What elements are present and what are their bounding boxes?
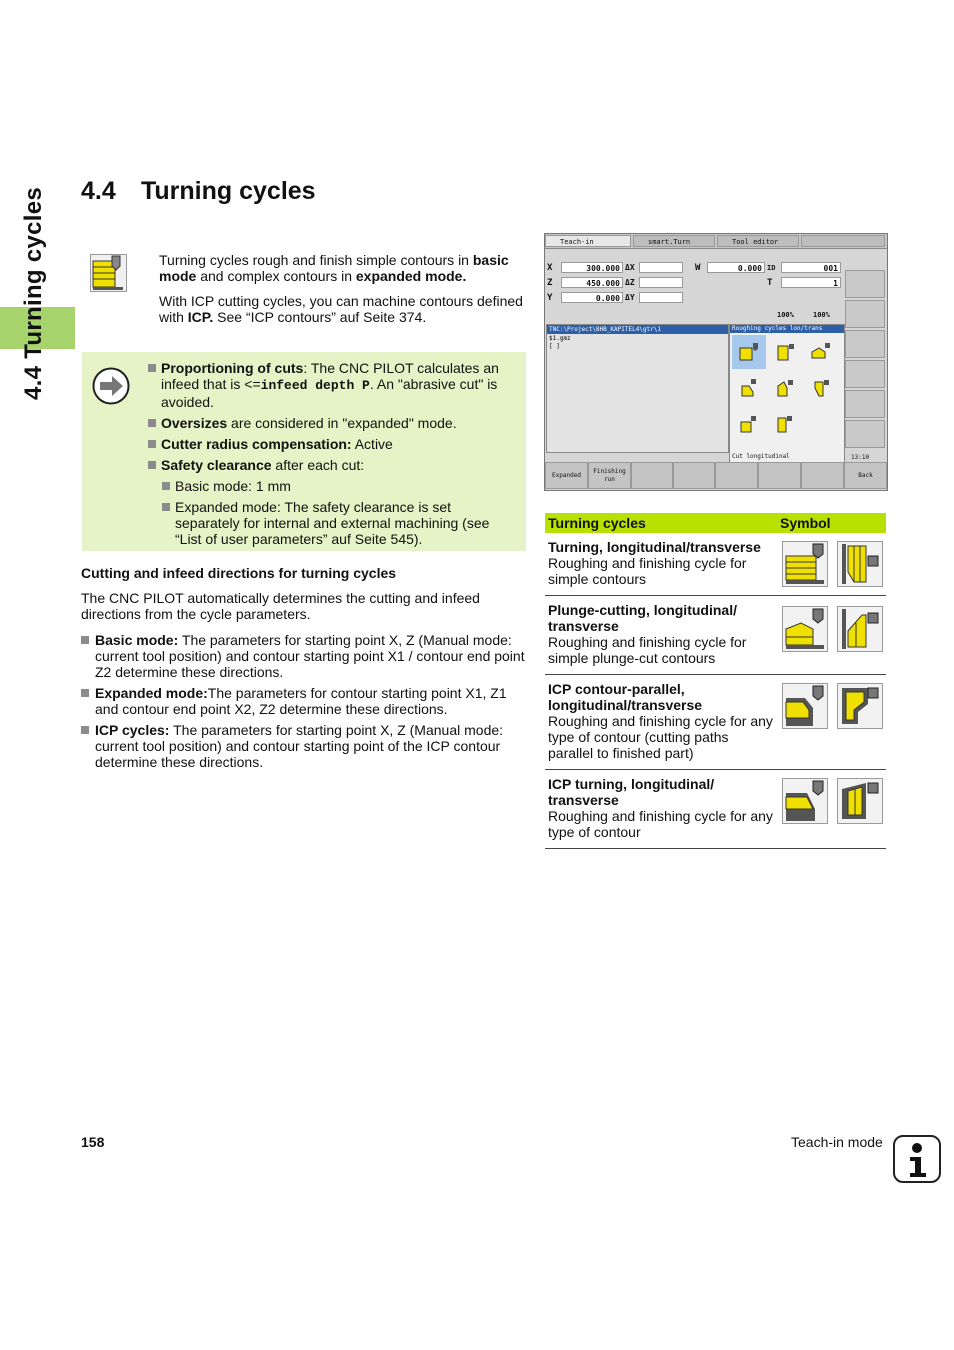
list-item: ICP cycles: The parameters for starting point X, Z (Manual mode: current tool position) and contour starting point of the ICP contour determine these directions. bbox=[81, 722, 525, 770]
program-workspace bbox=[546, 324, 729, 453]
intro-paragraph-1: Turning cycles rough and finish simple contours in basic mode and complex contours in expanded mode. bbox=[159, 252, 509, 284]
softkey-empty[interactable] bbox=[631, 462, 673, 489]
table-row: ICP contour-parallel, longitudinal/transverse Roughing and finishing cycle for any type of contour (cutting paths parallel to finished part) bbox=[545, 675, 886, 770]
tab-extra[interactable] bbox=[801, 235, 885, 247]
icp-contour-parallel-long-icon bbox=[782, 683, 828, 729]
vertical-softkey[interactable] bbox=[845, 300, 885, 328]
menu-cycle-longitudinal[interactable] bbox=[732, 335, 766, 369]
tool-table-softkey[interactable] bbox=[845, 420, 885, 448]
id-row: ID 001 bbox=[767, 261, 843, 275]
table-row: ICP turning, longitudinal/ transverse Roughing and finishing cycle for any type of contour bbox=[545, 770, 886, 849]
turning-cycle-icon bbox=[90, 254, 127, 292]
menu-cycle-icp-turning-long[interactable] bbox=[732, 407, 766, 441]
icp-contour-parallel-trans-icon bbox=[837, 683, 883, 729]
menu-cycle-plunge-longitudinal[interactable] bbox=[804, 335, 838, 369]
table-row: Turning, longitudinal/transverse Roughing and finishing cycle for simple contours bbox=[545, 533, 886, 596]
vertical-softkey[interactable] bbox=[845, 360, 885, 388]
menu-title: Roughing cycles lon/trans bbox=[730, 325, 844, 333]
section-list bbox=[81, 632, 525, 775]
cycle-icp-icon bbox=[775, 378, 795, 398]
tab-smart-turn[interactable]: smart.Turn bbox=[633, 235, 715, 247]
intro-text bbox=[159, 252, 527, 325]
cycle-icp-turning-icon bbox=[739, 414, 759, 434]
chapter-number: 4.4 bbox=[81, 177, 116, 205]
vertical-softkey[interactable] bbox=[845, 390, 885, 418]
side-tab-label: 4.4 Turning cycles bbox=[20, 186, 47, 400]
roughing-cycles-menu bbox=[729, 324, 845, 463]
y-value: 0.000 bbox=[561, 292, 623, 303]
program-path: TNC:\Project\BHB_KAPITEL4\gtr\1 bbox=[547, 325, 728, 334]
note-item: Oversizes are considered in "expanded" mode. bbox=[148, 415, 518, 431]
cycle-plunge-icon bbox=[811, 342, 831, 362]
w-value: 0.000 bbox=[707, 262, 765, 273]
softkey-empty[interactable] bbox=[801, 462, 844, 489]
intro-paragraph-2: With ICP cutting cycles, you can machine contours defined with ICP. See “ICP contours” auf Seite 374. bbox=[159, 293, 523, 325]
turning-cycles-table bbox=[545, 513, 886, 849]
table-header-symbol: Symbol bbox=[780, 515, 831, 531]
vertical-softkey[interactable] bbox=[845, 270, 885, 298]
table-header-cycles: Turning cycles bbox=[548, 515, 646, 531]
note-subitem: Basic mode: 1 mm bbox=[148, 478, 518, 494]
x-axis-row: X 300.000 ΔX bbox=[547, 261, 697, 275]
section-heading: Cutting and infeed directions for turning cycles bbox=[81, 565, 397, 581]
softkey-expanded[interactable]: Expanded bbox=[545, 462, 588, 489]
softkey-finishing-run[interactable]: Finishing run bbox=[588, 462, 631, 489]
override-row bbox=[777, 308, 843, 322]
z-axis-row: Z 450.000 ΔZ bbox=[547, 276, 697, 290]
cnc-screenshot bbox=[544, 233, 888, 491]
softkey-empty[interactable] bbox=[673, 462, 715, 489]
cycle-icp-turning-transverse-icon bbox=[775, 414, 795, 434]
y-axis-row: Y 0.000 ΔY bbox=[547, 291, 697, 305]
menu-cycle-icp-longitudinal[interactable] bbox=[768, 371, 802, 405]
plunge-transverse-icon bbox=[837, 606, 883, 652]
menu-footer: Cut longitudinal bbox=[732, 453, 790, 460]
menu-cycle-icp-transverse[interactable] bbox=[804, 371, 838, 405]
screen-tabbar bbox=[545, 234, 887, 249]
softkey-empty[interactable] bbox=[758, 462, 801, 489]
note-subitem: Expanded mode: The safety clearance is set separately for internal and external machining (see “List of user parameters” auf Seite 545). bbox=[148, 499, 518, 547]
turning-longitudinal-icon bbox=[782, 541, 828, 587]
x-value: 300.000 bbox=[561, 262, 623, 273]
z-value: 450.000 bbox=[561, 277, 623, 288]
plunge-longitudinal-icon bbox=[782, 606, 828, 652]
tab-teach-in[interactable]: Teach-in bbox=[545, 235, 631, 247]
cycle-plunge-transverse-icon bbox=[739, 378, 759, 398]
tool-row: T 1 bbox=[767, 276, 843, 290]
arrow-right-icon bbox=[92, 367, 130, 405]
id-value: 001 bbox=[781, 262, 841, 273]
icp-turning-transverse-icon bbox=[837, 778, 883, 824]
menu-cycle-icp-turning-trans[interactable] bbox=[768, 407, 802, 441]
clock: 13:10 bbox=[851, 454, 870, 461]
info-icon bbox=[893, 1135, 941, 1183]
tool-value: 1 bbox=[781, 277, 841, 288]
cycle-transverse-icon bbox=[775, 342, 795, 362]
vertical-softkey[interactable] bbox=[845, 330, 885, 358]
chapter-title-text: Turning cycles bbox=[141, 177, 316, 205]
spindle-override: 100% bbox=[813, 311, 830, 319]
softkey-empty[interactable] bbox=[715, 462, 758, 489]
cycle-icp-transverse-icon bbox=[811, 378, 831, 398]
w-axis-row: W 0.000 bbox=[695, 261, 765, 275]
note-list bbox=[148, 360, 518, 552]
note-item: Proportioning of cuts: The CNC PILOT calculates an infeed that is <=infeed depth P. An "abrasive cut" is avoided. bbox=[148, 360, 518, 410]
footer-section: Teach-in mode bbox=[791, 1134, 883, 1150]
softkey-back[interactable]: Back bbox=[844, 462, 887, 489]
list-item: Basic mode: The parameters for starting point X, Z (Manual mode: current tool position) and contour starting point X1 / contour end point Z2 determine these directions. bbox=[81, 632, 525, 680]
list-item: Expanded mode:The parameters for contour starting point X1, Z1 and contour end point X2, Z2 determine these directions. bbox=[81, 685, 525, 717]
cycle-longitudinal-icon bbox=[739, 342, 759, 362]
section-text: The CNC PILOT automatically determines the cutting and infeed directions from the cycle parameters. bbox=[81, 590, 480, 622]
feed-override: 100% bbox=[777, 311, 794, 319]
icp-turning-longitudinal-icon bbox=[782, 778, 828, 824]
program-listing: $1.gmz [ ] bbox=[549, 335, 571, 350]
page-number: 158 bbox=[81, 1134, 105, 1150]
menu-cycle-transverse[interactable] bbox=[768, 335, 802, 369]
table-row: Plunge-cutting, longitudinal/ transverse Roughing and finishing cycle for simple plunge-cut contours bbox=[545, 596, 886, 675]
turning-transverse-icon bbox=[837, 541, 883, 587]
table-header bbox=[545, 513, 886, 533]
note-item: Cutter radius compensation: Active bbox=[148, 436, 518, 452]
menu-cycle-plunge-transverse[interactable] bbox=[732, 371, 766, 405]
note-item: Safety clearance after each cut: bbox=[148, 457, 518, 473]
tab-tool-editor[interactable]: Tool editor bbox=[717, 235, 799, 247]
chapter-title bbox=[81, 177, 316, 206]
